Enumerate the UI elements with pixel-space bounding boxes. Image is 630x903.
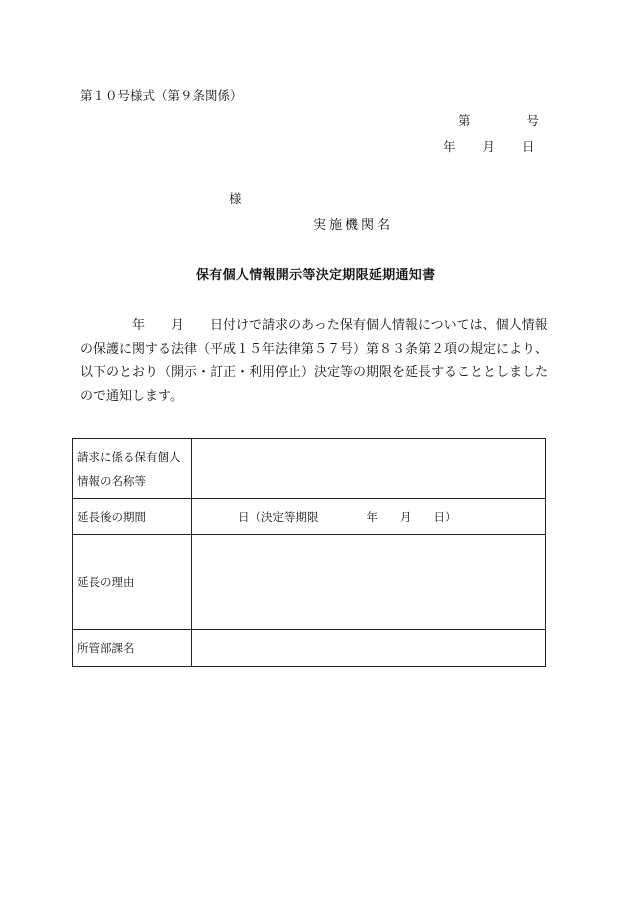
period-day: 日（決定等期限 (238, 509, 319, 524)
extended-period-value (192, 499, 546, 535)
table-row-extended-period (73, 499, 546, 535)
period-month: 月 (400, 509, 412, 524)
department-label: 所管部課名 (73, 630, 192, 667)
period-year: 年 (366, 509, 378, 524)
issue-date-year: 年 (443, 139, 456, 154)
extension-reason-value (192, 535, 546, 630)
issue-date (443, 137, 535, 155)
addressee-honorific: 様 (229, 191, 242, 206)
extension-details-table (72, 438, 546, 667)
requested-info-value (192, 439, 546, 499)
notice-body-line: ので通知します。 (80, 388, 183, 404)
document-title: 保有個人情報開示等決定期限延期通知書 (196, 268, 436, 283)
table-row-department (73, 630, 546, 667)
period-day-end: 日） (433, 509, 457, 524)
document-number (458, 111, 539, 129)
department-value (192, 630, 546, 667)
notice-body-line: 年 月 日付けで請求のあった保有個人情報については、個人情報 (132, 318, 548, 333)
notice-body-line: の保護に関する法律（平成１５年法律第５７号）第８３条第２項の規定により、 (80, 341, 549, 357)
table-row-extension-reason (73, 535, 546, 630)
form-number: 第１０号様式（第９条関係） (80, 88, 243, 103)
issue-date-day: 日 (522, 139, 535, 154)
document-number-suffix: 号 (526, 113, 540, 128)
table-row-requested-info (73, 439, 546, 499)
issue-date-month: 月 (482, 139, 496, 154)
notice-body-line: 以下のとおり（開示・訂正・利用停止）決定等の期限を延長することとしました (80, 365, 549, 380)
extended-period-label: 延長後の期間 (73, 499, 192, 535)
document-number-prefix: 第 (458, 113, 471, 128)
sender-organization: 実施機関名 (313, 218, 394, 233)
requested-info-label: 請求に係る保有個人 情報の名称等 (73, 439, 192, 499)
extension-reason-label: 延長の理由 (73, 535, 192, 630)
notice-body (80, 314, 550, 408)
